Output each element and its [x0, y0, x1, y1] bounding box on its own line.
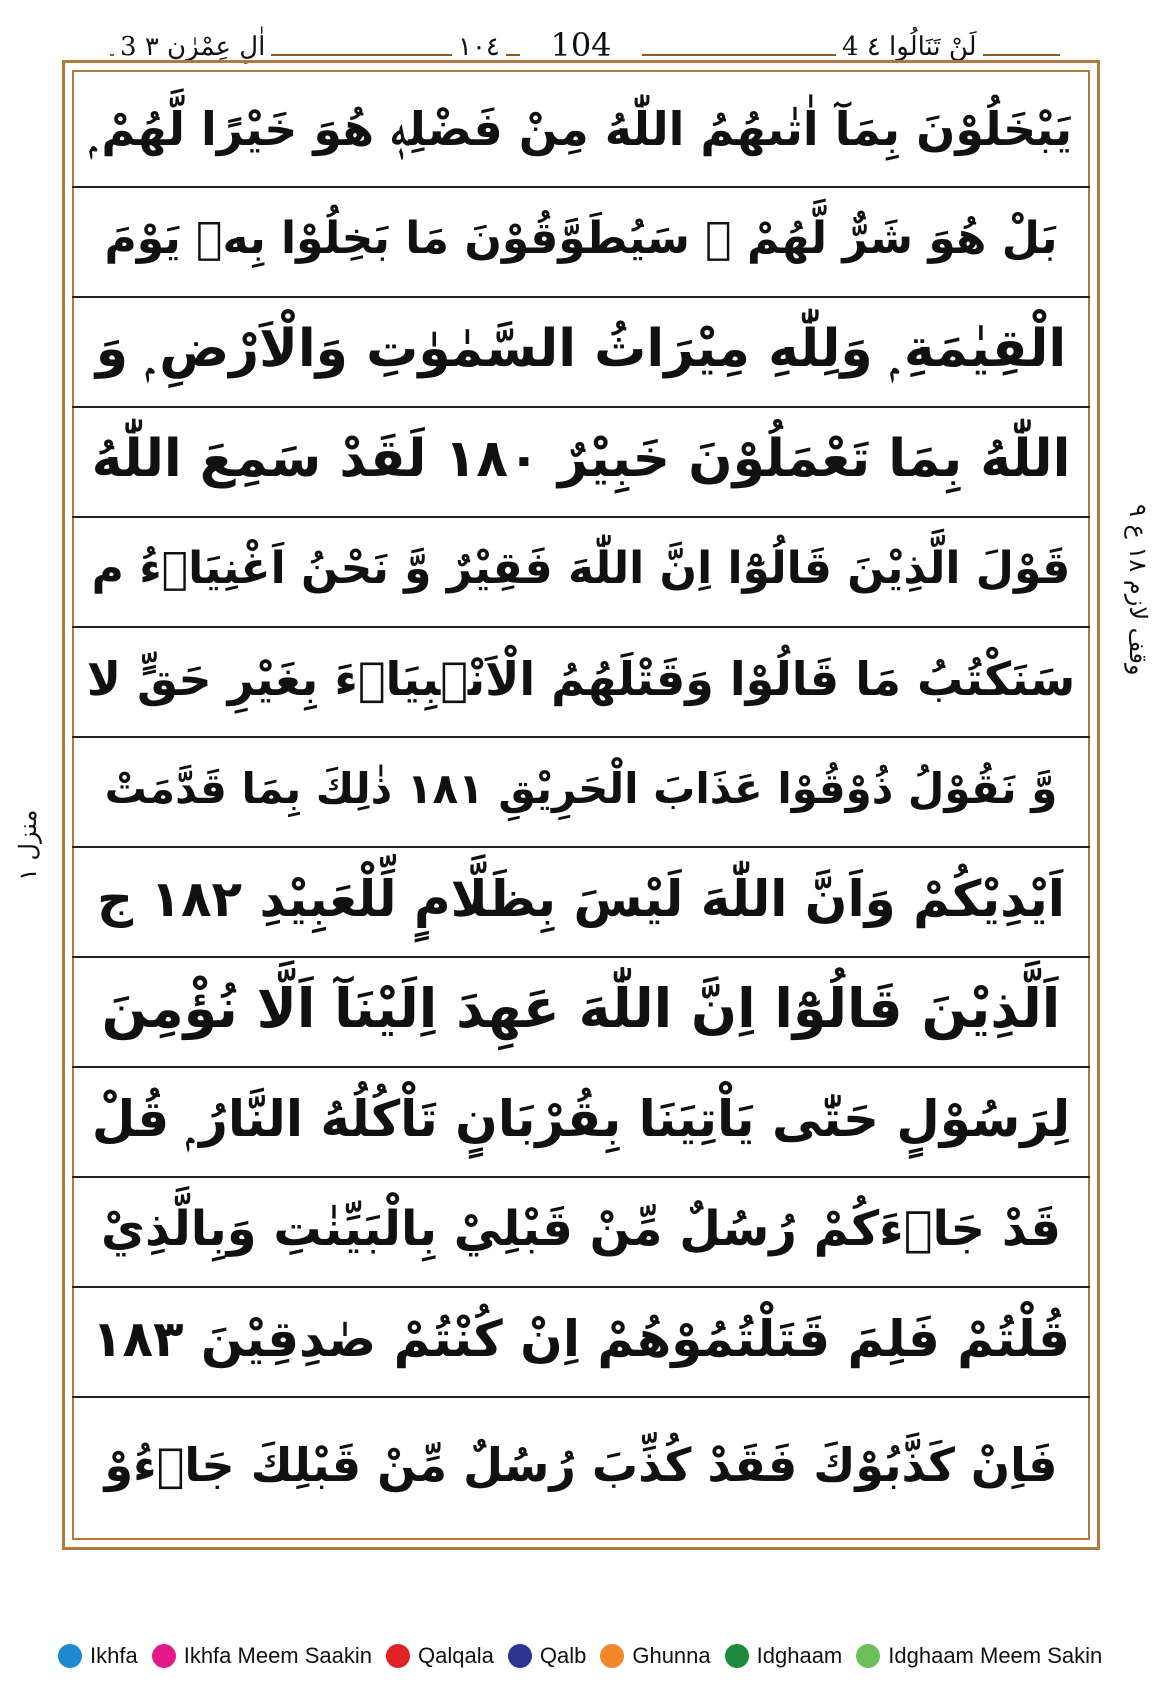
text-line — [72, 72, 1090, 188]
ayah-text: فَاِنْ كَذَّبُوْكَ فَقَدْ كُذِّبَ رُسُلٌ مِّنْ قَبْلِكَ جَاۗءُوْ — [104, 1438, 1058, 1492]
legend-label: Idghaam Meem Sakin — [888, 1643, 1103, 1668]
text-line — [72, 512, 1090, 628]
legend-item-ikhfa — [58, 1643, 138, 1669]
ayah-text: لِرَسُوْلٍ حَتّٰى يَاْتِيَنَا بِقُرْبَانٍ تَاْكُلُهُ النَّارُ ۭ قُلْ — [91, 1090, 1071, 1148]
legend-dot — [386, 1644, 410, 1668]
ayah-text: اَيْدِيْكُمْ وَاَنَّ اللّٰهَ لَيْسَ بِظَلَّامٍ لِّلْعَبِيْدِ ١٨٢ ج — [97, 870, 1065, 928]
ayah-text: يَبْخَلُوْنَ بِمَآ اٰتٰىهُمُ اللّٰهُ مِنْ فَضْلِهٖ هُوَ خَيْرًا لَّهُمْ ۭ — [89, 102, 1073, 156]
legend-dot — [58, 1644, 82, 1668]
legend-dot — [508, 1644, 532, 1668]
legend-dot — [725, 1644, 749, 1668]
surah-name-left: 3 اٰلِ عِمْرٰن ٣ — [114, 30, 271, 64]
text-line — [72, 182, 1090, 298]
text-line — [72, 952, 1090, 1068]
ayah-text: وَّ نَقُوْلُ ذُوْقُوْا عَذَابَ الْحَرِيْقِ ١٨١ ذٰلِكَ بِمَا قَدَّمَتْ — [104, 764, 1058, 813]
legend-label: Ikhfa — [90, 1643, 138, 1668]
legend-dot — [856, 1644, 880, 1668]
legend-item-qalb — [508, 1643, 586, 1669]
text-line — [72, 402, 1090, 518]
text-line — [72, 1172, 1090, 1288]
surah-name-right: 4 لَنْ تَنَالُوا ٤ — [836, 30, 983, 64]
page-number-arabic: ١٠٤ — [452, 30, 506, 64]
ayah-text: الْقِيٰمَةِ ۭ وَلِلّٰهِ مِيْرَاثُ السَّمٰوٰتِ وَالْاَرْضِ ۭ وَ — [95, 319, 1067, 379]
legend-item-qalqala — [386, 1643, 494, 1669]
ayah-text: بَلْ هُوَ شَرٌّ لَّهُمْ ۭ سَيُطَوَّقُوْنَ مَا بَخِلُوْا بِهٖ يَوْمَ — [104, 213, 1058, 264]
waqf-lazim-marker: وقف لازم ١٨ ع ٩ — [1124, 504, 1152, 676]
legend-label: Idghaam — [756, 1643, 843, 1668]
legend-item-ghunna — [600, 1643, 710, 1669]
ayah-text: قُلْتُمْ فَلِمَ قَتَلْتُمُوْهُمْ اِنْ كُنْتُمْ صٰدِقِيْنَ ١٨٣ — [91, 1310, 1071, 1368]
ayah-text: اَلَّذِيْنَ قَالُوْٓا اِنَّ اللّٰهَ عَهِدَ اِلَيْنَآ اَلَّا نُؤْمِنَ — [101, 977, 1061, 1040]
text-line — [72, 732, 1090, 848]
ayah-text: قَوْلَ الَّذِيْنَ قَالُوْٓا اِنَّ اللّٰهَ فَقِيْرٌ وَّ نَحْنُ اَغْنِيَاۗءُ م — [91, 543, 1071, 594]
manzil-marker: منزل ١ — [14, 809, 42, 881]
legend-label: Qalqala — [418, 1643, 494, 1668]
legend-label: Ghunna — [632, 1643, 711, 1668]
ayah-text: سَنَكْتُبُ مَا قَالُوْا وَقَتْلَهُمُ الْاَنْۢبِيَاۗءَ بِغَيْرِ حَقٍّ لا — [86, 652, 1076, 706]
page-number: 104 — [520, 26, 642, 64]
legend-dot — [152, 1644, 176, 1668]
text-line — [72, 1062, 1090, 1178]
legend-label: Ikhfa Meem Saakin — [183, 1643, 373, 1668]
text-line — [72, 1392, 1090, 1538]
legend-label: Qalb — [539, 1643, 587, 1668]
legend-item-idghaam — [725, 1643, 843, 1669]
legend-item-ikhfa-meem-saakin — [152, 1643, 372, 1669]
text-line — [72, 622, 1090, 738]
text-line — [72, 842, 1090, 958]
text-line — [72, 292, 1090, 408]
ayah-text: قَدْ جَاۗءَكُمْ رُسُلٌ مِّنْ قَبْلِيْ بِالْبَيِّنٰتِ وَبِالَّذِيْ — [101, 1201, 1061, 1257]
text-line — [72, 1282, 1090, 1398]
legend-item-idghaam-meem-sakin — [856, 1643, 1102, 1669]
ayah-text: اللّٰهُ بِمَا تَعْمَلُوْنَ خَبِيْرٌ ١٨٠ لَقَدْ سَمِعَ اللّٰهُ — [91, 429, 1071, 489]
tajweed-legend — [58, 1636, 1118, 1676]
legend-dot — [600, 1644, 624, 1668]
